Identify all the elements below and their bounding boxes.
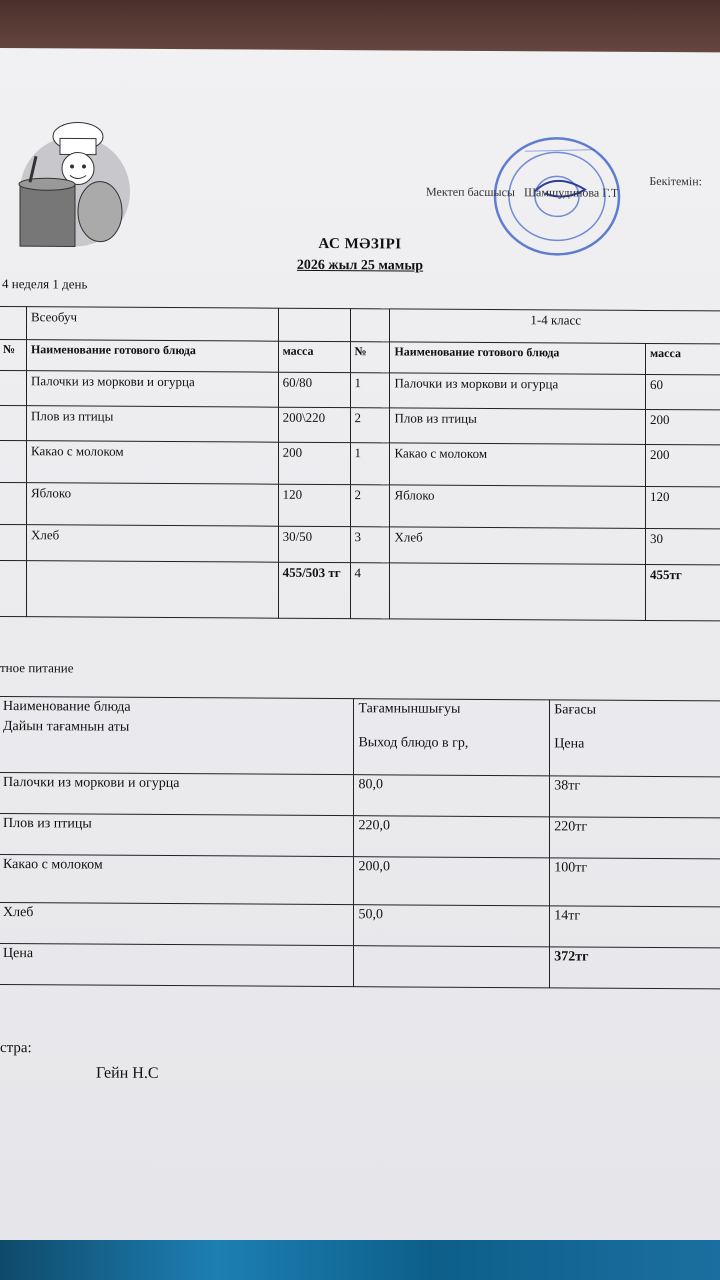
mass-cell: 120 bbox=[646, 486, 720, 528]
num-cell: 2 bbox=[350, 408, 390, 443]
approve-label: Бекітемін: bbox=[649, 173, 702, 189]
menu-date: 2026 жыл 25 мамыр bbox=[296, 257, 424, 274]
dish-cell: Плов из птицы bbox=[390, 408, 646, 445]
header-dish-kz: Дайын тағамнын аты bbox=[3, 719, 130, 735]
col-dish2: Наименование готового блюда bbox=[390, 342, 646, 375]
table-row bbox=[0, 902, 720, 947]
chef-logo bbox=[0, 96, 140, 257]
col-mass: масса bbox=[278, 341, 350, 372]
table-row bbox=[0, 482, 720, 528]
table-header-row bbox=[0, 339, 720, 374]
header-dish-ru: Наименование блюда bbox=[3, 699, 131, 715]
dish-cell: Хлеб bbox=[0, 902, 354, 945]
mass-cell: 200 bbox=[646, 409, 720, 444]
dish-cell: Палочки из моркови и огурца bbox=[390, 373, 646, 410]
col-num2: № bbox=[350, 342, 390, 373]
price-cell: 220тг bbox=[550, 817, 720, 859]
group-right-label: 1-4 класс bbox=[390, 309, 720, 344]
dish-cell: Яблоко bbox=[26, 483, 278, 527]
yield-cell: 80,0 bbox=[354, 775, 550, 817]
document-page bbox=[0, 48, 720, 1252]
table-row bbox=[0, 524, 720, 564]
header-price-kz: Бағасы bbox=[554, 702, 597, 718]
dish-cell: Хлеб bbox=[26, 525, 278, 563]
table-row bbox=[0, 370, 720, 409]
mass-cell: 60/80 bbox=[278, 372, 350, 407]
price-cell: 38тг bbox=[550, 776, 720, 818]
mass-cell: 120 bbox=[278, 484, 350, 526]
table-row bbox=[0, 813, 720, 858]
mass-cell: 200\220 bbox=[278, 407, 350, 442]
table-row bbox=[0, 772, 720, 817]
total-num: 4 bbox=[350, 563, 390, 619]
approve-signature-line bbox=[420, 185, 618, 201]
background-bottom bbox=[0, 1240, 720, 1280]
table-row bbox=[0, 440, 720, 486]
col-dish: Наименование готового блюда bbox=[26, 340, 278, 373]
group-left-label: Всеобуч bbox=[26, 307, 278, 342]
dish-cell: Плов из птицы bbox=[26, 406, 278, 443]
num-cell: 3 bbox=[350, 527, 390, 563]
page-title: АС МӘЗІРІ bbox=[318, 235, 402, 253]
header-yield-kz: Тағамныншығуы bbox=[358, 701, 461, 717]
table-total-row bbox=[0, 560, 720, 620]
paid-total-row bbox=[0, 943, 720, 988]
total-price: 372тг bbox=[550, 947, 720, 989]
approver-name: Шамшудинова Г.Т bbox=[523, 185, 619, 200]
dish-cell: Яблоко bbox=[390, 485, 646, 529]
mass-cell: 30 bbox=[646, 528, 720, 564]
mass-cell: 60 bbox=[646, 374, 720, 409]
dish-cell: Палочки из моркови и огурца bbox=[26, 371, 278, 408]
paid-meals-table bbox=[0, 696, 720, 989]
dish-cell: Палочки из моркови и огурца bbox=[0, 772, 354, 815]
mass-cell: 30/50 bbox=[278, 526, 350, 562]
dish-cell: Хлеб bbox=[390, 527, 646, 565]
school-head-label: Мектеп басшысы bbox=[426, 184, 515, 200]
mass-cell: 200 bbox=[646, 444, 720, 486]
num-cell: 2 bbox=[350, 485, 390, 527]
dish-cell: Какао с молоком bbox=[26, 441, 278, 485]
total-label: Цена bbox=[0, 943, 354, 986]
week-day-label: 4 неделя 1 день bbox=[2, 276, 88, 292]
paid-header-row bbox=[0, 696, 720, 776]
yield-cell: 200,0 bbox=[354, 857, 550, 906]
table-group-row bbox=[0, 306, 720, 343]
total-mass-left: 455/503 тг bbox=[278, 562, 350, 618]
num-cell: 1 bbox=[350, 373, 390, 408]
total-mass-right: 455тг bbox=[646, 564, 720, 620]
header-yield-ru: Выход блюдо в гр, bbox=[358, 735, 469, 751]
num-cell: 1 bbox=[350, 443, 390, 485]
dish-cell: Плов из птицы bbox=[0, 813, 354, 856]
col-mass2: масса bbox=[646, 343, 720, 374]
nurse-name: Гейн Н.С bbox=[96, 1064, 159, 1082]
mass-cell: 200 bbox=[278, 442, 350, 484]
nurse-label: стра: bbox=[0, 1040, 32, 1057]
col-num: № bbox=[0, 339, 26, 370]
dish-cell: Какао с молоком bbox=[0, 854, 354, 904]
dish-cell: Какао с молоком bbox=[390, 443, 646, 487]
price-cell: 14тг bbox=[550, 906, 720, 948]
header-price-ru: Цена bbox=[554, 736, 585, 752]
yield-cell: 220,0 bbox=[354, 816, 550, 858]
yield-cell: 50,0 bbox=[354, 905, 550, 947]
table-row bbox=[0, 405, 720, 444]
paid-meals-label: тное питание bbox=[0, 660, 74, 676]
price-cell: 100тг bbox=[550, 858, 720, 907]
menu-table bbox=[0, 306, 720, 621]
table-row bbox=[0, 854, 720, 906]
